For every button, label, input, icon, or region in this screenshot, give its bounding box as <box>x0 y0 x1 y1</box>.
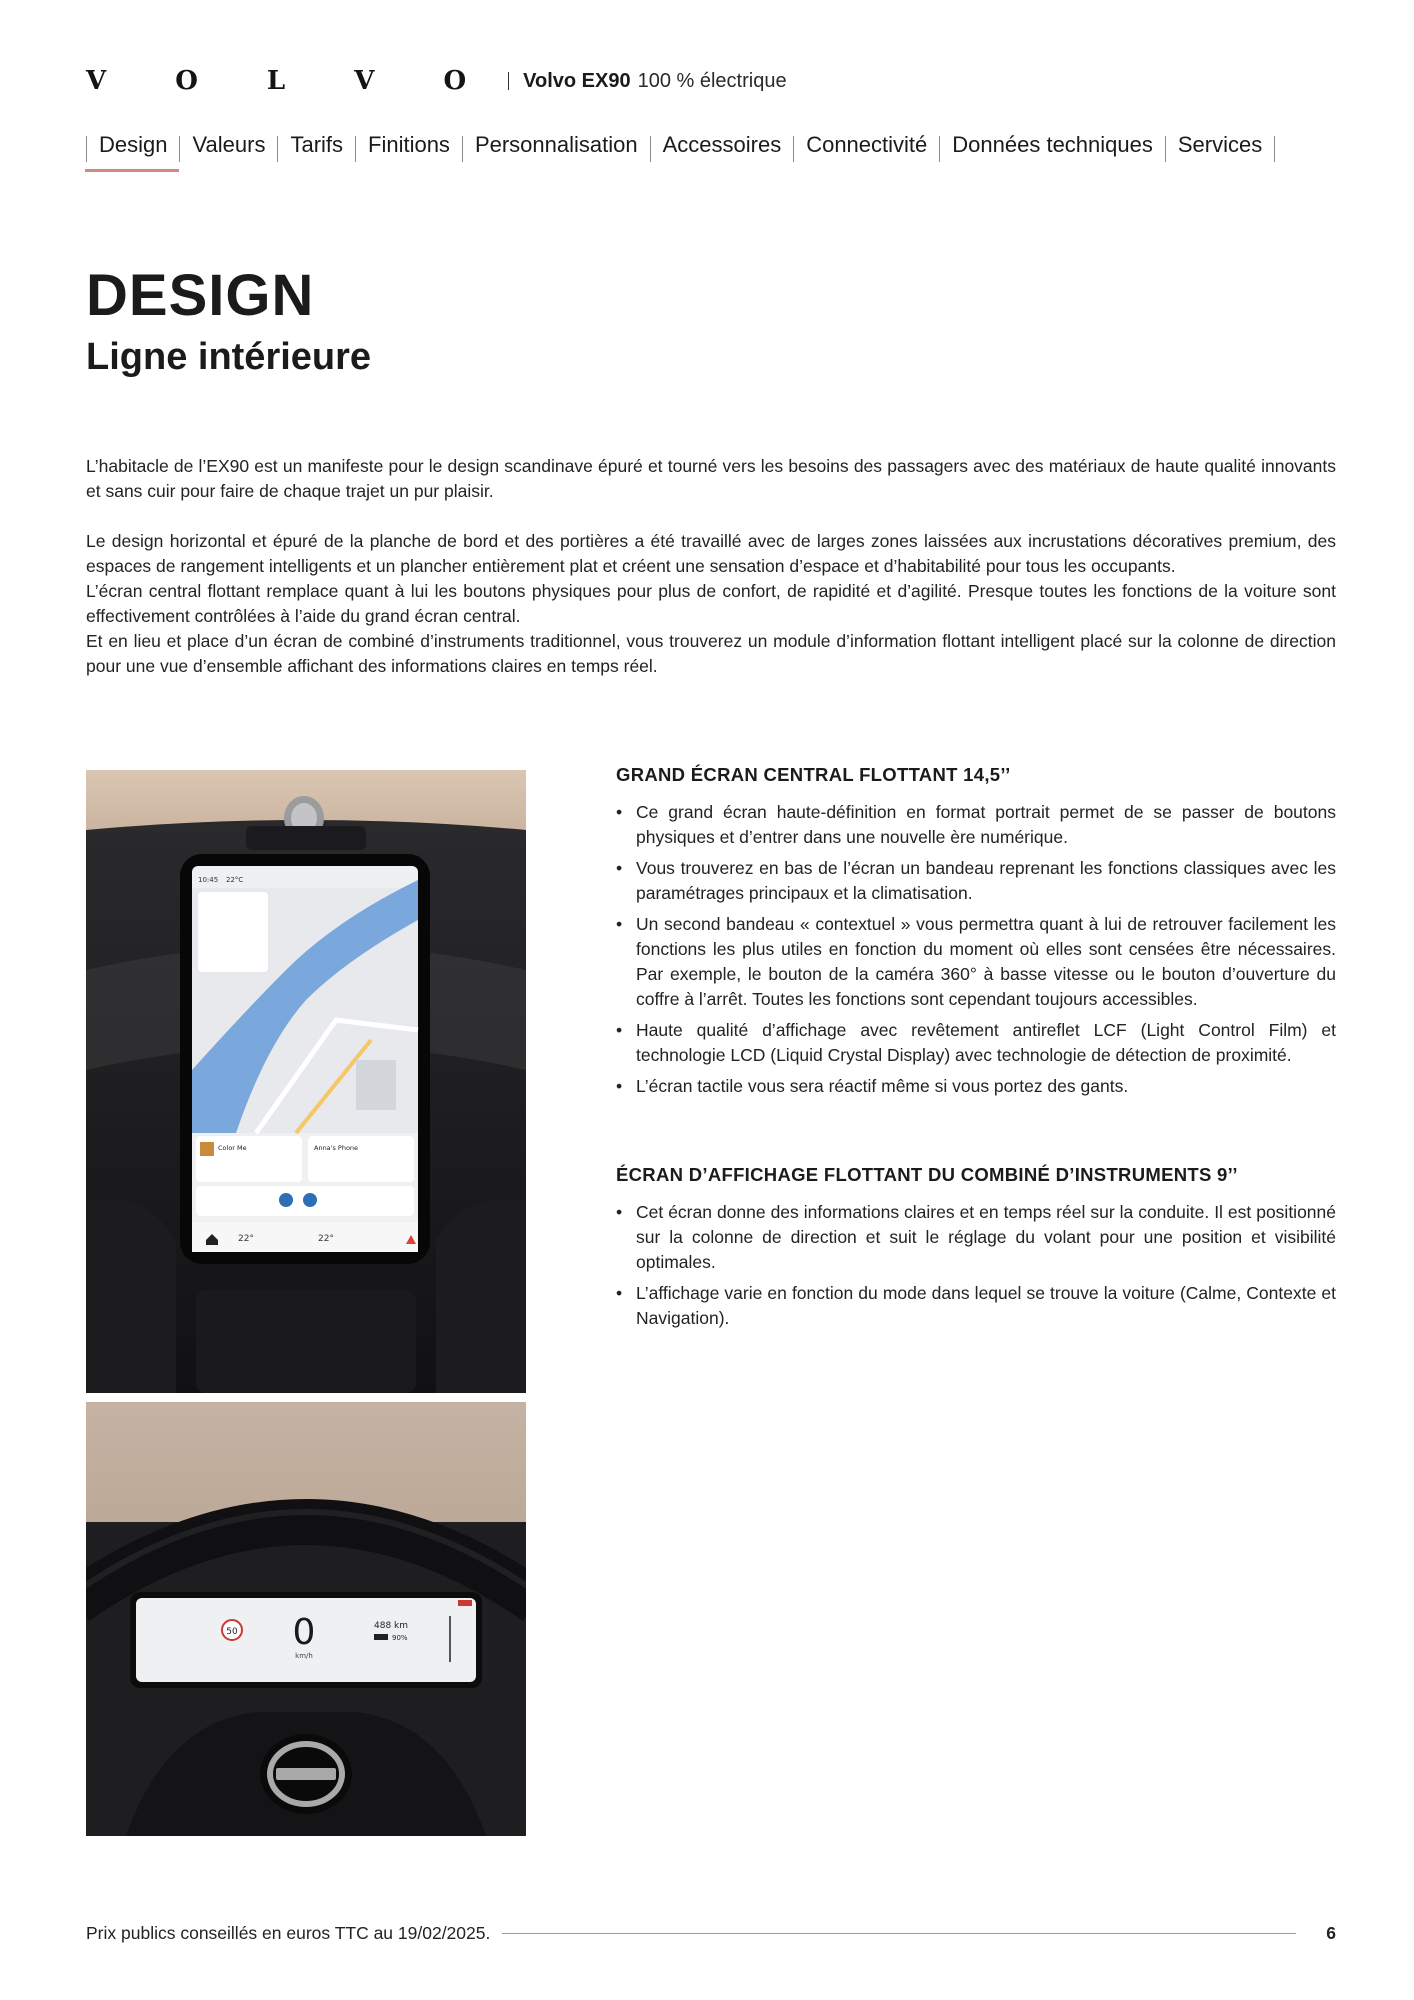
instrument-cluster-section <box>616 1164 1336 1337</box>
model-subtitle: 100 % électrique <box>637 69 787 92</box>
nav-item-design[interactable]: Design <box>99 132 167 166</box>
cluster-battery: 90% <box>392 1634 408 1642</box>
nav-divider <box>939 136 940 162</box>
nav-item-accessoires[interactable]: Accessoires <box>662 132 782 157</box>
page-number: 6 <box>1326 1923 1336 1943</box>
screen-temp-right: 22° <box>318 1234 334 1244</box>
list-item: • Un second bandeau « contextuel » vous permettra quant à lui de retrouver facilement les fonctions les plus utiles en fonction du moment où elles sont censées être nécessaires. Par exemple, le bouton de la caméra 360° à basse vitesse ou le bouton d’ouverture du coffre à l’arrêt. Toutes les fonctions sont cependant toujours accessibles. <box>616 912 1336 1012</box>
model-name: Volvo EX90 <box>523 69 631 92</box>
nav-divider <box>277 136 278 162</box>
list-item: • Ce grand écran haute-définition en format portrait permet de se passer de boutons physiques et d’entrer dans une nouvelle ère numérique. <box>616 800 1336 850</box>
list-item: • L’affichage varie en fonction du mode dans lequel se trouve la voiture (Calme, Contexte et Navigation). <box>616 1281 1336 1331</box>
intro-paragraph: Et en lieu et place d’un écran de combiné d’instruments traditionnel, vous trouverez un module d’information flottant intelligent placé sur la colonne de direction pour une vue d’ensemble affichant des informations claires en temps réel. <box>86 631 1336 676</box>
screen-status-time: 10:45 <box>198 876 219 884</box>
header-divider <box>508 72 509 90</box>
nav-divider <box>355 136 356 162</box>
nav-divider <box>1165 136 1166 162</box>
screen-media-title: Color Me <box>218 1144 247 1152</box>
cluster-range: 488 km <box>374 1621 409 1631</box>
nav-divider <box>793 136 794 162</box>
nav-divider <box>462 136 463 162</box>
screen-status-temp: 22°C <box>226 876 244 884</box>
nav-item-donnees-techniques[interactable]: Données techniques <box>952 132 1153 157</box>
central-screen-section <box>616 764 1336 1105</box>
list-item: • Haute qualité d’affichage avec revêtement antireflet LCF (Light Control Film) et technologie LCD (Liquid Crystal Display) avec technologie de détection de proximité. <box>616 1018 1336 1068</box>
page-title: DESIGN <box>86 263 315 328</box>
list-item: • Cet écran donne des informations claires et en temps réel sur la conduite. Il est positionné sur la colonne de direction et suit le réglage du volant pour une position et visibilité optimales. <box>616 1200 1336 1275</box>
footer-rule <box>502 1933 1296 1934</box>
intro-paragraph: L’écran central flottant remplace quant à lui les boutons physiques pour plus de confort, de rapidité et d’agilité. Presque toutes les fonctions de la voiture sont effectivement contrôlées à l’aide du grand écran central. <box>86 581 1336 626</box>
volvo-logo[interactable]: V O L V O <box>86 66 497 96</box>
cluster-speed-limit: 50 <box>226 1627 238 1637</box>
instrument-cluster-photo <box>86 1402 526 1836</box>
intro-text <box>86 454 1336 679</box>
intro-paragraph: L’habitacle de l’EX90 est un manifeste pour le design scandinave épuré et tourné vers les besoins des passagers avec des matériaux de haute qualité innovants et sans cuir pour faire de chaque trajet un pur plaisir. <box>86 456 1336 501</box>
section-title: GRAND ÉCRAN CENTRAL FLOTTANT 14,5’’ <box>616 764 1011 785</box>
nav-item-connectivite[interactable]: Connectivité <box>806 132 928 157</box>
nav-item-services[interactable]: Services <box>1177 132 1263 157</box>
nav-item-finitions[interactable]: Finitions <box>368 132 450 157</box>
page-subtitle: Ligne intérieure <box>86 336 372 378</box>
nav-divider <box>86 136 87 162</box>
screen-temp-left: 22° <box>238 1234 254 1244</box>
list-item: • L’écran tactile vous sera réactif même si vous portez des gants. <box>616 1074 1336 1099</box>
nav-divider <box>1274 136 1275 162</box>
nav-item-personnalisation[interactable]: Personnalisation <box>474 132 638 157</box>
nav-divider <box>179 136 180 162</box>
intro-paragraph: Le design horizontal et épuré de la planche de bord et des portières a été travaillé avec de larges zones laissées aux incrustations décoratives premium, des espaces de rangement intelligents et un plancher entièrement plat et créent une sensation d’espace et d’habitabilité pour tous les occupants. <box>86 531 1336 576</box>
price-note: Prix publics conseillés en euros TTC au 19/02/2025. <box>86 1923 491 1943</box>
page-header <box>86 66 787 96</box>
cluster-speed-unit: km/h <box>295 1652 313 1660</box>
nav-item-valeurs[interactable]: Valeurs <box>192 132 266 157</box>
nav-item-tarifs[interactable]: Tarifs <box>290 132 344 157</box>
section-nav <box>86 132 1336 166</box>
section-title: ÉCRAN D’AFFICHAGE FLOTTANT DU COMBINÉ D’INSTRUMENTS 9’’ <box>616 1164 1238 1185</box>
cluster-speed: 0 <box>292 1612 316 1653</box>
nav-divider <box>650 136 651 162</box>
list-item: • Vous trouverez en bas de l’écran un bandeau reprenant les fonctions classiques avec les paramétrages principaux et la climatisation. <box>616 856 1336 906</box>
feature-list <box>616 1200 1336 1331</box>
central-screen-photo <box>86 770 526 1393</box>
page-footer <box>86 1923 1336 1944</box>
screen-phone-title: Anna's Phone <box>314 1144 359 1152</box>
feature-list <box>616 800 1336 1099</box>
